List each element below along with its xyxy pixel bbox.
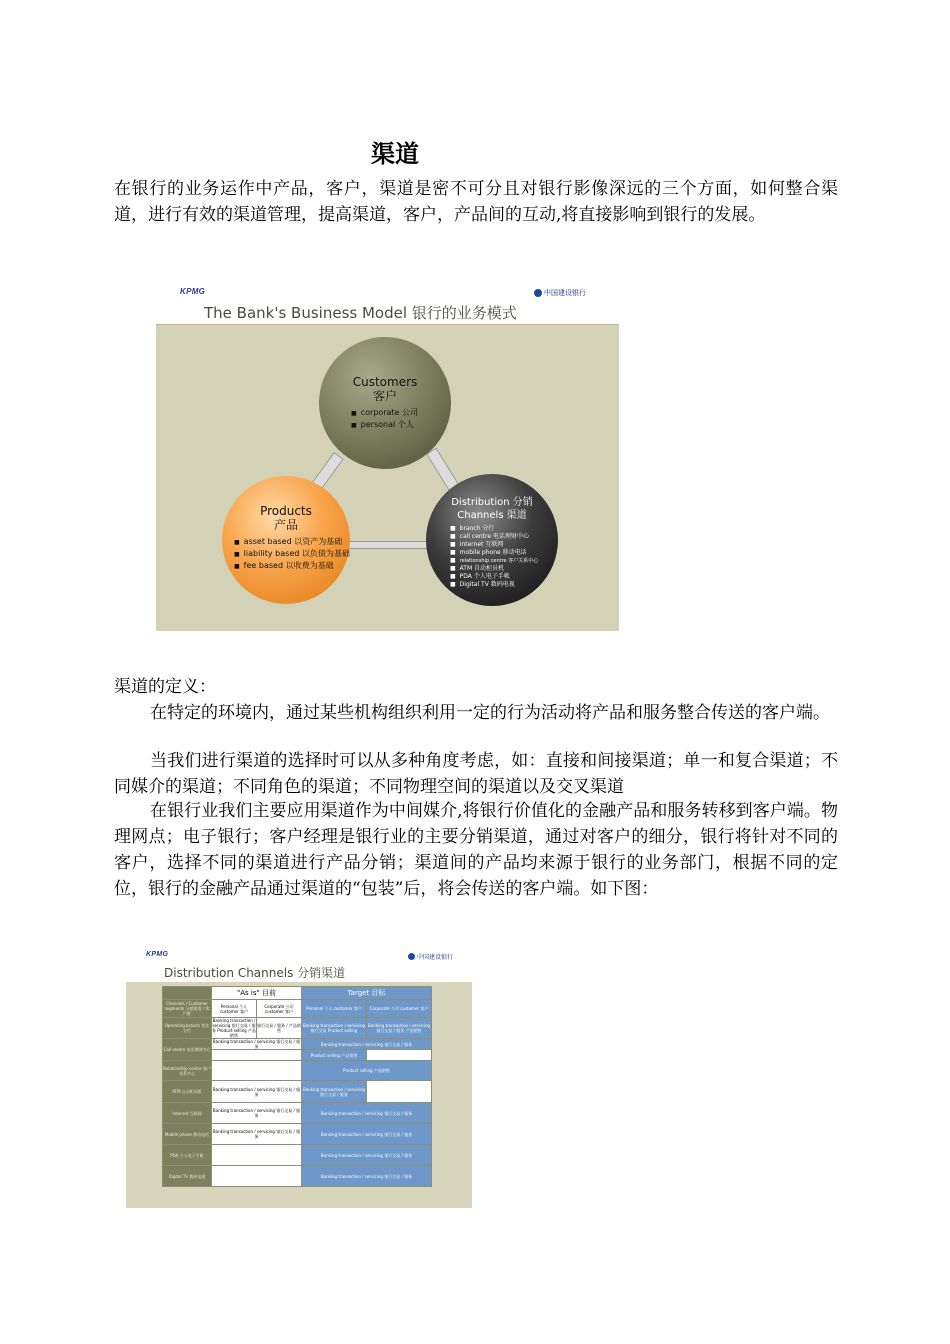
list-item: ■ corporate 公司	[351, 407, 451, 419]
bank-logo-icon	[408, 953, 415, 960]
connector-bar	[346, 541, 432, 549]
row-label: Mobile phone 移动电话	[163, 1124, 212, 1145]
as-is-header: "As is" 目前	[212, 987, 302, 1000]
table-cell: Banking transaction / servicing 银行交易 / 服务	[302, 1166, 432, 1187]
list-item: ■ internet 互联网	[450, 541, 558, 549]
table-cell: Corporate 公司 customer 客户	[367, 1000, 432, 1018]
table-cell: Product selling 产品销售	[302, 1061, 432, 1081]
table-cell: Banking transaction / servicing 银行交易 / 服务	[212, 1124, 302, 1145]
table-cell: Banking transaction / servicing 银行交易 / 服务	[302, 1081, 367, 1103]
kpmg-logo: KPMG	[146, 951, 169, 958]
kpmg-logo: KPMG	[180, 287, 206, 296]
figure-title: The Bank's Business Model 银行的业务模式	[204, 304, 517, 322]
row-label: ATM 自动柜员机	[163, 1081, 212, 1103]
table-cell: Banking transaction / servicing 银行交易 / 服务 产品销售	[367, 1018, 432, 1039]
table-cell: Banking transaction / servicing 银行交易 / 服务 Product selling 产品销售	[212, 1018, 256, 1038]
customers-title: Customers	[352, 375, 418, 389]
table-cell: Banking transaction / servicing 银行交易 / 服务	[212, 1103, 302, 1124]
table-cell: Banking transaction / servicing 银行交易 / 服务	[302, 1039, 432, 1050]
table-cell: 银行交易 / 服务 / 产品销售	[257, 1018, 302, 1039]
list-item: ■ mobile phone 移动电话	[450, 549, 558, 557]
products-circle	[222, 476, 350, 604]
table-cell: Personal 个人 customer 客户	[212, 1000, 257, 1018]
list-item: ■ personal 个人	[351, 419, 451, 431]
row-label: Digital TV 数码电视	[163, 1166, 212, 1187]
customers-circle	[319, 337, 451, 469]
channels-circle	[426, 474, 558, 606]
table-cell	[212, 1145, 302, 1166]
table-cell: Banking transaction / servicing 银行交易 / 服务	[302, 1103, 432, 1124]
list-item: ■ liability based 以负债为基础	[234, 548, 350, 560]
figure-title: Distribution Channels 分销渠道	[164, 966, 346, 980]
table-cell	[367, 1050, 432, 1061]
customers-list	[351, 407, 451, 431]
row-label: Operating branch 营业分行	[163, 1018, 212, 1039]
table-cell	[212, 1166, 302, 1187]
section-heading: 渠道的定义：	[114, 677, 216, 697]
table-cell	[212, 1050, 302, 1061]
row-label: Call centre 电话理财中心	[163, 1039, 212, 1061]
page-title: 渠道	[371, 140, 419, 168]
figure-header	[126, 948, 472, 982]
list-item: ■ asset based 以资产为基础	[234, 536, 350, 548]
banking-paragraph: 在银行业我们主要应用渠道作为中间媒介,将银行价值化的金融产品和服务转移到客户端。物理网点；电子银行；客户经理是银行业的主要分销渠道，通过对客户的细分，银行将针对不同的客户，选择不同的渠道进行产品分销；渠道间的产品均来源于银行的业务部门，根据不同的定位，银行的金融产品通过渠道的“包装”后，将会传送的客户端。如下图：	[114, 801, 838, 899]
business-model-figure	[156, 282, 619, 630]
table-cell	[367, 1081, 432, 1103]
list-item: ■ fee based 以收费为基础	[234, 560, 350, 572]
channels-title: Distribution 分销	[451, 497, 533, 508]
row-label: Internet 互联网	[163, 1103, 212, 1124]
list-item: ■ ATM 自动柜员机	[450, 565, 558, 573]
channels-title-2: Channels 渠道	[457, 510, 527, 521]
row-label: Relationship centre 客户关系中心	[163, 1061, 212, 1081]
bank-logo	[534, 288, 586, 298]
row-label: PDA 个人电子手帐	[163, 1145, 212, 1166]
figure-header	[156, 282, 619, 324]
channels-table	[162, 986, 432, 1187]
channels-list	[450, 525, 558, 589]
list-item: ■ branch 分行	[450, 525, 558, 533]
table-cell: Product selling 产品销售	[302, 1050, 367, 1061]
table-cell: Banking transaction / servicing 银行交易 / 服务	[212, 1039, 301, 1049]
bank-logo-icon	[534, 289, 542, 297]
bank-logo-text: 中国建设银行	[544, 289, 586, 297]
products-title: Products	[260, 504, 312, 518]
selection-paragraph: 当我们进行渠道的选择时可以从多种角度考虑，如：直接和间接渠道；单一和复合渠道；不同媒介的渠道；不同角色的渠道；不同物理空间的渠道以及交叉渠道	[114, 751, 838, 797]
table-cell: Banking transaction / servicing 银行交易 / 服务	[302, 1124, 432, 1145]
table-cell	[212, 1061, 302, 1081]
bank-logo	[408, 952, 453, 961]
corner-cell: Channels / Customer segments 分销渠道 / 客户群	[163, 1000, 212, 1018]
target-header: Target 目标	[302, 987, 432, 1000]
definition-paragraph: 在特定的环境内，通过某些机构组织利用一定的行为活动将产品和服务整合传送的客户端。	[150, 703, 830, 723]
list-item: ■ PDA 个人电子手帐	[450, 573, 558, 581]
products-list	[234, 536, 350, 572]
table-cell: Corporate 公司 customer 客户	[257, 1000, 302, 1018]
table-cell: Banking transaction / servicing 银行交易 / 服务	[212, 1081, 302, 1103]
list-item: ■ call centre 电话理财中心	[450, 533, 558, 541]
table-cell: Personal 个人 customer 客户	[302, 1000, 367, 1018]
distribution-channels-figure	[126, 948, 472, 1208]
customers-title-cn: 客户	[372, 389, 397, 403]
table-cell: Banking transaction / servicing 银行交易 / 服务	[302, 1145, 432, 1166]
products-title-cn: 产品	[273, 518, 298, 532]
bank-logo-text: 中国建设银行	[417, 954, 454, 961]
intro-paragraph: 在银行的业务运作中产品，客户，渠道是密不可分且对银行影像深远的三个方面，如何整合渠道，进行有效的渠道管理，提高渠道，客户，产品间的互动,将直接影响到银行的发展。	[114, 179, 838, 225]
table-cell: Banking transaction / servicing 银行交易 Product selling	[302, 1018, 367, 1039]
list-item: ■ relationship centre 客户关系中心	[450, 557, 558, 565]
list-item: ■ Digital TV 数码电视	[450, 581, 558, 589]
table-cell	[163, 987, 212, 1000]
